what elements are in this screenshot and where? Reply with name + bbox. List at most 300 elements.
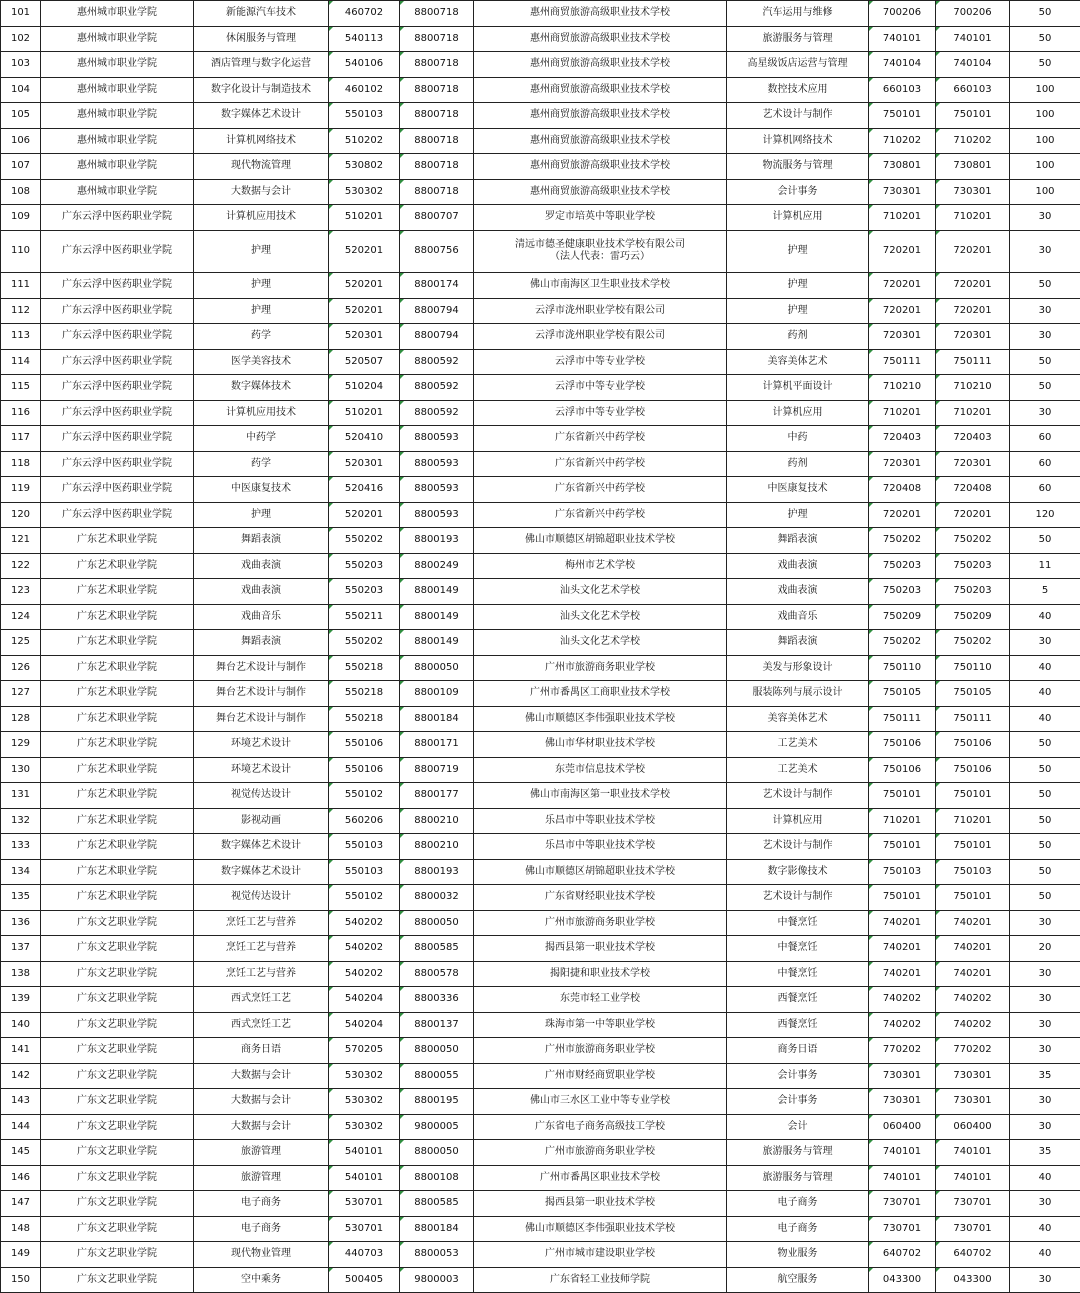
college-name-cell: 广东文艺职业学院 xyxy=(41,936,194,962)
table-row xyxy=(1,230,1080,273)
secondary-major-code-cell: 710202 xyxy=(869,128,936,154)
secondary-major-name-cell: 艺术设计与制作 xyxy=(727,834,869,860)
secondary-major-code-cell: 720403 xyxy=(869,426,936,452)
row-number-cell: 142 xyxy=(1,1063,41,1089)
plan-count-cell: 30 xyxy=(1010,1012,1080,1038)
school-name-cell: 惠州商贸旅游高级职业技术学校 xyxy=(474,154,727,180)
secondary-major-name-cell: 工艺美术 xyxy=(727,732,869,758)
major-name-cell: 烹饪工艺与营养 xyxy=(194,961,329,987)
table-row xyxy=(1,179,1080,205)
school-name-cell: 惠州商贸旅游高级职业技术学校 xyxy=(474,1,727,27)
school-name-cell: 广东省财经职业技术学校 xyxy=(474,885,727,911)
major-code-2-cell: 710201 xyxy=(936,400,1010,426)
row-number-cell: 129 xyxy=(1,732,41,758)
plan-count-cell: 50 xyxy=(1010,783,1080,809)
row-number-cell: 140 xyxy=(1,1012,41,1038)
secondary-major-name-cell: 西餐烹饪 xyxy=(727,987,869,1013)
major-name-cell: 数字媒体艺术设计 xyxy=(194,859,329,885)
major-name-cell: 现代物流管理 xyxy=(194,154,329,180)
plan-count-cell: 30 xyxy=(1010,1267,1080,1293)
school-code-cell: 8800050 xyxy=(400,1140,474,1166)
secondary-major-name-cell: 护理 xyxy=(727,298,869,324)
secondary-major-name-cell: 会计 xyxy=(727,1114,869,1140)
major-name-cell: 电子商务 xyxy=(194,1191,329,1217)
secondary-major-name-cell: 艺术设计与制作 xyxy=(727,783,869,809)
school-name-cell: 广州市旅游商务职业学校 xyxy=(474,910,727,936)
table-row xyxy=(1,1012,1080,1038)
plan-count-cell: 40 xyxy=(1010,604,1080,630)
major-name-cell: 旅游管理 xyxy=(194,1165,329,1191)
secondary-major-name-cell: 服装陈列与展示设计 xyxy=(727,681,869,707)
major-code-cell: 540106 xyxy=(329,52,400,78)
school-name-cell: 广州市旅游商务职业学校 xyxy=(474,1038,727,1064)
table-row xyxy=(1,630,1080,656)
school-code-cell: 8800592 xyxy=(400,375,474,401)
secondary-major-name-cell: 商务日语 xyxy=(727,1038,869,1064)
secondary-major-name-cell: 会计事务 xyxy=(727,1063,869,1089)
table-row xyxy=(1,1242,1080,1268)
table-row xyxy=(1,1,1080,27)
row-number-cell: 104 xyxy=(1,77,41,103)
secondary-major-name-cell: 航空服务 xyxy=(727,1267,869,1293)
major-code-2-cell: 750106 xyxy=(936,732,1010,758)
plan-count-cell: 11 xyxy=(1010,553,1080,579)
major-name-cell: 休闲服务与管理 xyxy=(194,26,329,52)
secondary-major-code-cell: 710201 xyxy=(869,400,936,426)
secondary-major-name-cell: 美容美体艺术 xyxy=(727,706,869,732)
school-name-cell: 云浮市中等专业学校 xyxy=(474,375,727,401)
school-name-cell: 佛山市华材职业技术学校 xyxy=(474,732,727,758)
secondary-major-code-cell: 740201 xyxy=(869,936,936,962)
school-code-cell: 8800108 xyxy=(400,1165,474,1191)
plan-count-cell: 60 xyxy=(1010,426,1080,452)
secondary-major-name-cell: 数字影像技术 xyxy=(727,859,869,885)
table-row xyxy=(1,1216,1080,1242)
school-code-cell: 9800003 xyxy=(400,1267,474,1293)
row-number-cell: 135 xyxy=(1,885,41,911)
row-number-cell: 138 xyxy=(1,961,41,987)
secondary-major-code-cell: 700206 xyxy=(869,1,936,27)
row-number-cell: 139 xyxy=(1,987,41,1013)
school-code-cell: 8800149 xyxy=(400,604,474,630)
secondary-major-code-cell: 770202 xyxy=(869,1038,936,1064)
table-row xyxy=(1,859,1080,885)
plan-count-cell: 30 xyxy=(1010,230,1080,273)
secondary-major-name-cell: 高星级饭店运营与管理 xyxy=(727,52,869,78)
row-number-cell: 143 xyxy=(1,1089,41,1115)
secondary-major-code-cell: 720301 xyxy=(869,324,936,350)
major-code-cell: 550202 xyxy=(329,528,400,554)
major-code-cell: 540101 xyxy=(329,1165,400,1191)
plan-count-cell: 100 xyxy=(1010,154,1080,180)
table-row xyxy=(1,1191,1080,1217)
major-name-cell: 旅游管理 xyxy=(194,1140,329,1166)
table-row xyxy=(1,1140,1080,1166)
table-row xyxy=(1,26,1080,52)
plan-count-cell: 50 xyxy=(1010,26,1080,52)
row-number-cell: 102 xyxy=(1,26,41,52)
secondary-major-code-cell: 750209 xyxy=(869,604,936,630)
plan-count-cell: 50 xyxy=(1010,375,1080,401)
school-code-cell: 8800718 xyxy=(400,1,474,27)
school-code-cell: 8800593 xyxy=(400,477,474,503)
plan-count-cell: 30 xyxy=(1010,1114,1080,1140)
college-name-cell: 惠州城市职业学院 xyxy=(41,26,194,52)
row-number-cell: 114 xyxy=(1,349,41,375)
school-name-cell: 惠州商贸旅游高级职业技术学校 xyxy=(474,26,727,52)
table-row xyxy=(1,961,1080,987)
major-code-2-cell: 750203 xyxy=(936,553,1010,579)
major-code-2-cell: 750106 xyxy=(936,757,1010,783)
row-number-cell: 118 xyxy=(1,451,41,477)
college-name-cell: 广东艺术职业学院 xyxy=(41,528,194,554)
secondary-major-name-cell: 中医康复技术 xyxy=(727,477,869,503)
major-code-cell: 440703 xyxy=(329,1242,400,1268)
major-name-cell: 数字媒体艺术设计 xyxy=(194,834,329,860)
plan-count-cell: 30 xyxy=(1010,1089,1080,1115)
secondary-major-name-cell: 电子商务 xyxy=(727,1191,869,1217)
secondary-major-code-cell: 720301 xyxy=(869,451,936,477)
row-number-cell: 126 xyxy=(1,655,41,681)
plan-count-cell: 30 xyxy=(1010,987,1080,1013)
college-name-cell: 广东云浮中医药职业学院 xyxy=(41,502,194,528)
major-code-2-cell: 720201 xyxy=(936,230,1010,273)
school-code-cell: 8800184 xyxy=(400,706,474,732)
major-code-cell: 520507 xyxy=(329,349,400,375)
row-number-cell: 113 xyxy=(1,324,41,350)
major-name-cell: 大数据与会计 xyxy=(194,1063,329,1089)
secondary-major-code-cell: 710201 xyxy=(869,205,936,231)
major-name-cell: 中医康复技术 xyxy=(194,477,329,503)
secondary-major-code-cell: 710201 xyxy=(869,808,936,834)
row-number-cell: 107 xyxy=(1,154,41,180)
school-name-cell: 揭阳捷和职业技术学校 xyxy=(474,961,727,987)
secondary-major-code-cell: 740104 xyxy=(869,52,936,78)
major-code-cell: 540202 xyxy=(329,961,400,987)
plan-count-cell: 50 xyxy=(1010,859,1080,885)
major-name-cell: 医学美容技术 xyxy=(194,349,329,375)
major-name-cell: 中药学 xyxy=(194,426,329,452)
table-row xyxy=(1,528,1080,554)
secondary-major-code-cell: 730701 xyxy=(869,1191,936,1217)
college-name-cell: 广东云浮中医药职业学院 xyxy=(41,400,194,426)
school-code-cell: 8800794 xyxy=(400,298,474,324)
secondary-major-name-cell: 物业服务 xyxy=(727,1242,869,1268)
major-code-cell: 460702 xyxy=(329,1,400,27)
college-name-cell: 广东艺术职业学院 xyxy=(41,579,194,605)
secondary-major-name-cell: 旅游服务与管理 xyxy=(727,1140,869,1166)
row-number-cell: 122 xyxy=(1,553,41,579)
secondary-major-code-cell: 750105 xyxy=(869,681,936,707)
table-row xyxy=(1,834,1080,860)
major-code-2-cell: 720201 xyxy=(936,502,1010,528)
college-name-cell: 惠州城市职业学院 xyxy=(41,103,194,129)
college-name-cell: 广东艺术职业学院 xyxy=(41,604,194,630)
plan-count-cell: 50 xyxy=(1010,52,1080,78)
major-code-2-cell: 750110 xyxy=(936,655,1010,681)
major-code-2-cell: 043300 xyxy=(936,1267,1010,1293)
major-code-cell: 510201 xyxy=(329,205,400,231)
major-name-cell: 影视动画 xyxy=(194,808,329,834)
major-code-cell: 530701 xyxy=(329,1191,400,1217)
secondary-major-code-cell: 660103 xyxy=(869,77,936,103)
secondary-major-code-cell: 750202 xyxy=(869,630,936,656)
plan-count-cell: 50 xyxy=(1010,885,1080,911)
row-number-cell: 125 xyxy=(1,630,41,656)
major-code-cell: 530302 xyxy=(329,1063,400,1089)
row-number-cell: 149 xyxy=(1,1242,41,1268)
secondary-major-code-cell: 750106 xyxy=(869,757,936,783)
table-row xyxy=(1,783,1080,809)
major-name-cell: 环境艺术设计 xyxy=(194,757,329,783)
school-name-cell: 惠州商贸旅游高级职业技术学校 xyxy=(474,128,727,154)
plan-count-cell: 50 xyxy=(1010,732,1080,758)
major-code-cell: 550103 xyxy=(329,103,400,129)
plan-count-cell: 40 xyxy=(1010,1216,1080,1242)
school-name-cell: 云浮市泷州职业学校有限公司 xyxy=(474,298,727,324)
major-code-cell: 530802 xyxy=(329,154,400,180)
major-name-cell: 烹饪工艺与营养 xyxy=(194,910,329,936)
secondary-major-code-cell: 750103 xyxy=(869,859,936,885)
major-code-cell: 540101 xyxy=(329,1140,400,1166)
table-row xyxy=(1,706,1080,732)
major-code-2-cell: 740101 xyxy=(936,1165,1010,1191)
major-name-cell: 护理 xyxy=(194,298,329,324)
college-name-cell: 广东文艺职业学院 xyxy=(41,961,194,987)
college-name-cell: 广东文艺职业学院 xyxy=(41,1216,194,1242)
school-code-cell: 8800718 xyxy=(400,179,474,205)
school-code-cell: 8800137 xyxy=(400,1012,474,1038)
college-name-cell: 惠州城市职业学院 xyxy=(41,128,194,154)
school-code-cell: 8800050 xyxy=(400,910,474,936)
college-name-cell: 广东艺术职业学院 xyxy=(41,553,194,579)
major-code-2-cell: 730801 xyxy=(936,154,1010,180)
row-number-cell: 147 xyxy=(1,1191,41,1217)
major-code-2-cell: 750203 xyxy=(936,579,1010,605)
secondary-major-name-cell: 戏曲音乐 xyxy=(727,604,869,630)
school-name-cell: 云浮市中等专业学校 xyxy=(474,349,727,375)
secondary-major-code-cell: 740101 xyxy=(869,26,936,52)
school-code-cell: 8800109 xyxy=(400,681,474,707)
row-number-cell: 106 xyxy=(1,128,41,154)
school-name-cell: 揭西县第一职业技术学校 xyxy=(474,1191,727,1217)
major-name-cell: 戏曲表演 xyxy=(194,579,329,605)
major-code-2-cell: 750202 xyxy=(936,528,1010,554)
plan-count-cell: 30 xyxy=(1010,630,1080,656)
major-code-2-cell: 750111 xyxy=(936,706,1010,732)
table-body xyxy=(1,1,1080,1293)
table-row xyxy=(1,757,1080,783)
school-code-cell: 9800005 xyxy=(400,1114,474,1140)
college-name-cell: 惠州城市职业学院 xyxy=(41,179,194,205)
major-code-cell: 560206 xyxy=(329,808,400,834)
major-code-cell: 550218 xyxy=(329,706,400,732)
secondary-major-name-cell: 计算机网络技术 xyxy=(727,128,869,154)
row-number-cell: 132 xyxy=(1,808,41,834)
major-code-cell: 540202 xyxy=(329,910,400,936)
school-code-cell: 8800718 xyxy=(400,128,474,154)
college-name-cell: 广东艺术职业学院 xyxy=(41,630,194,656)
secondary-major-code-cell: 043300 xyxy=(869,1267,936,1293)
row-number-cell: 103 xyxy=(1,52,41,78)
row-number-cell: 111 xyxy=(1,273,41,299)
school-code-cell: 8800719 xyxy=(400,757,474,783)
major-name-cell: 舞蹈表演 xyxy=(194,528,329,554)
secondary-major-name-cell: 工艺美术 xyxy=(727,757,869,783)
secondary-major-name-cell: 计算机应用 xyxy=(727,205,869,231)
table-row xyxy=(1,987,1080,1013)
college-name-cell: 广东文艺职业学院 xyxy=(41,1140,194,1166)
college-name-cell: 广东艺术职业学院 xyxy=(41,732,194,758)
table-row xyxy=(1,77,1080,103)
school-code-cell: 8800050 xyxy=(400,1038,474,1064)
major-code-2-cell: 740201 xyxy=(936,910,1010,936)
school-code-cell: 8800210 xyxy=(400,834,474,860)
school-code-cell: 8800593 xyxy=(400,502,474,528)
major-name-cell: 空中乘务 xyxy=(194,1267,329,1293)
major-code-2-cell: 740104 xyxy=(936,52,1010,78)
school-code-cell: 8800718 xyxy=(400,52,474,78)
secondary-major-code-cell: 750106 xyxy=(869,732,936,758)
major-code-cell: 530302 xyxy=(329,179,400,205)
plan-count-cell: 50 xyxy=(1010,349,1080,375)
plan-count-cell: 30 xyxy=(1010,205,1080,231)
secondary-major-code-cell: 750111 xyxy=(869,349,936,375)
secondary-major-code-cell: 750110 xyxy=(869,655,936,681)
table-row xyxy=(1,885,1080,911)
school-code-cell: 8800718 xyxy=(400,154,474,180)
school-code-cell: 8800585 xyxy=(400,936,474,962)
major-name-cell: 大数据与会计 xyxy=(194,1114,329,1140)
row-number-cell: 150 xyxy=(1,1267,41,1293)
major-name-cell: 计算机网络技术 xyxy=(194,128,329,154)
school-name-cell: 佛山市顺德区李伟强职业技术学校 xyxy=(474,706,727,732)
table-row xyxy=(1,604,1080,630)
college-name-cell: 惠州城市职业学院 xyxy=(41,77,194,103)
row-number-cell: 134 xyxy=(1,859,41,885)
row-number-cell: 120 xyxy=(1,502,41,528)
plan-count-cell: 40 xyxy=(1010,1242,1080,1268)
major-name-cell: 戏曲音乐 xyxy=(194,604,329,630)
table-row xyxy=(1,502,1080,528)
major-code-2-cell: 750202 xyxy=(936,630,1010,656)
plan-count-cell: 40 xyxy=(1010,706,1080,732)
college-name-cell: 广东文艺职业学院 xyxy=(41,1165,194,1191)
major-code-2-cell: 710210 xyxy=(936,375,1010,401)
secondary-major-code-cell: 730301 xyxy=(869,1089,936,1115)
table-row xyxy=(1,154,1080,180)
school-name-cell: 佛山市南海区第一职业技术学校 xyxy=(474,783,727,809)
major-code-2-cell: 730701 xyxy=(936,1191,1010,1217)
school-name-cell: 汕头文化艺术学校 xyxy=(474,604,727,630)
secondary-major-name-cell: 护理 xyxy=(727,502,869,528)
plan-count-cell: 50 xyxy=(1010,273,1080,299)
plan-count-cell: 50 xyxy=(1010,808,1080,834)
major-code-2-cell: 710201 xyxy=(936,205,1010,231)
school-code-cell: 8800585 xyxy=(400,1191,474,1217)
major-code-2-cell: 750103 xyxy=(936,859,1010,885)
college-name-cell: 广东文艺职业学院 xyxy=(41,1089,194,1115)
major-code-2-cell: 750111 xyxy=(936,349,1010,375)
secondary-major-code-cell: 740202 xyxy=(869,987,936,1013)
major-code-cell: 520410 xyxy=(329,426,400,452)
school-name-cell: 揭西县第一职业技术学校 xyxy=(474,936,727,962)
college-name-cell: 广东文艺职业学院 xyxy=(41,1242,194,1268)
major-name-cell: 大数据与会计 xyxy=(194,1089,329,1115)
major-code-cell: 520301 xyxy=(329,451,400,477)
major-code-cell: 460102 xyxy=(329,77,400,103)
plan-count-cell: 35 xyxy=(1010,1140,1080,1166)
school-code-cell: 8800177 xyxy=(400,783,474,809)
table-row xyxy=(1,910,1080,936)
secondary-major-code-cell: 730701 xyxy=(869,1216,936,1242)
secondary-major-name-cell: 计算机应用 xyxy=(727,400,869,426)
secondary-major-name-cell: 旅游服务与管理 xyxy=(727,1165,869,1191)
college-name-cell: 广东艺术职业学院 xyxy=(41,783,194,809)
secondary-major-code-cell: 750101 xyxy=(869,885,936,911)
school-code-cell: 8800032 xyxy=(400,885,474,911)
major-code-2-cell: 750105 xyxy=(936,681,1010,707)
major-code-cell: 530302 xyxy=(329,1114,400,1140)
row-number-cell: 127 xyxy=(1,681,41,707)
major-code-cell: 520201 xyxy=(329,298,400,324)
college-name-cell: 广东艺术职业学院 xyxy=(41,757,194,783)
table-row xyxy=(1,477,1080,503)
college-name-cell: 广东文艺职业学院 xyxy=(41,1267,194,1293)
school-name-cell: 广东省新兴中药学校 xyxy=(474,426,727,452)
secondary-major-code-cell: 740101 xyxy=(869,1165,936,1191)
table-row xyxy=(1,732,1080,758)
major-name-cell: 新能源汽车技术 xyxy=(194,1,329,27)
table-row xyxy=(1,681,1080,707)
plan-count-cell: 100 xyxy=(1010,77,1080,103)
secondary-major-code-cell: 720201 xyxy=(869,230,936,273)
row-number-cell: 123 xyxy=(1,579,41,605)
secondary-major-name-cell: 中餐烹饪 xyxy=(727,910,869,936)
school-code-cell: 8800195 xyxy=(400,1089,474,1115)
row-number-cell: 110 xyxy=(1,230,41,273)
major-code-cell: 550102 xyxy=(329,783,400,809)
table-row xyxy=(1,273,1080,299)
major-code-2-cell: 740101 xyxy=(936,26,1010,52)
school-code-cell: 8800053 xyxy=(400,1242,474,1268)
major-code-2-cell: 720201 xyxy=(936,298,1010,324)
major-code-cell: 510202 xyxy=(329,128,400,154)
table-row xyxy=(1,103,1080,129)
school-code-cell: 8800718 xyxy=(400,103,474,129)
school-code-cell: 8800193 xyxy=(400,859,474,885)
row-number-cell: 119 xyxy=(1,477,41,503)
major-code-2-cell: 720403 xyxy=(936,426,1010,452)
table-row xyxy=(1,426,1080,452)
school-name-cell: 乐昌市中等职业技术学校 xyxy=(474,834,727,860)
plan-count-cell: 60 xyxy=(1010,477,1080,503)
major-code-2-cell: 730301 xyxy=(936,179,1010,205)
plan-count-cell: 50 xyxy=(1010,757,1080,783)
school-code-cell: 8800184 xyxy=(400,1216,474,1242)
secondary-major-code-cell: 740202 xyxy=(869,1012,936,1038)
plan-count-cell: 35 xyxy=(1010,1063,1080,1089)
row-number-cell: 148 xyxy=(1,1216,41,1242)
secondary-major-code-cell: 750203 xyxy=(869,553,936,579)
secondary-major-code-cell: 750202 xyxy=(869,528,936,554)
plan-count-cell: 40 xyxy=(1010,681,1080,707)
major-name-cell: 药学 xyxy=(194,324,329,350)
major-code-cell: 520416 xyxy=(329,477,400,503)
school-code-cell: 8800336 xyxy=(400,987,474,1013)
major-code-2-cell: 700206 xyxy=(936,1,1010,27)
secondary-major-name-cell: 美容美体艺术 xyxy=(727,349,869,375)
